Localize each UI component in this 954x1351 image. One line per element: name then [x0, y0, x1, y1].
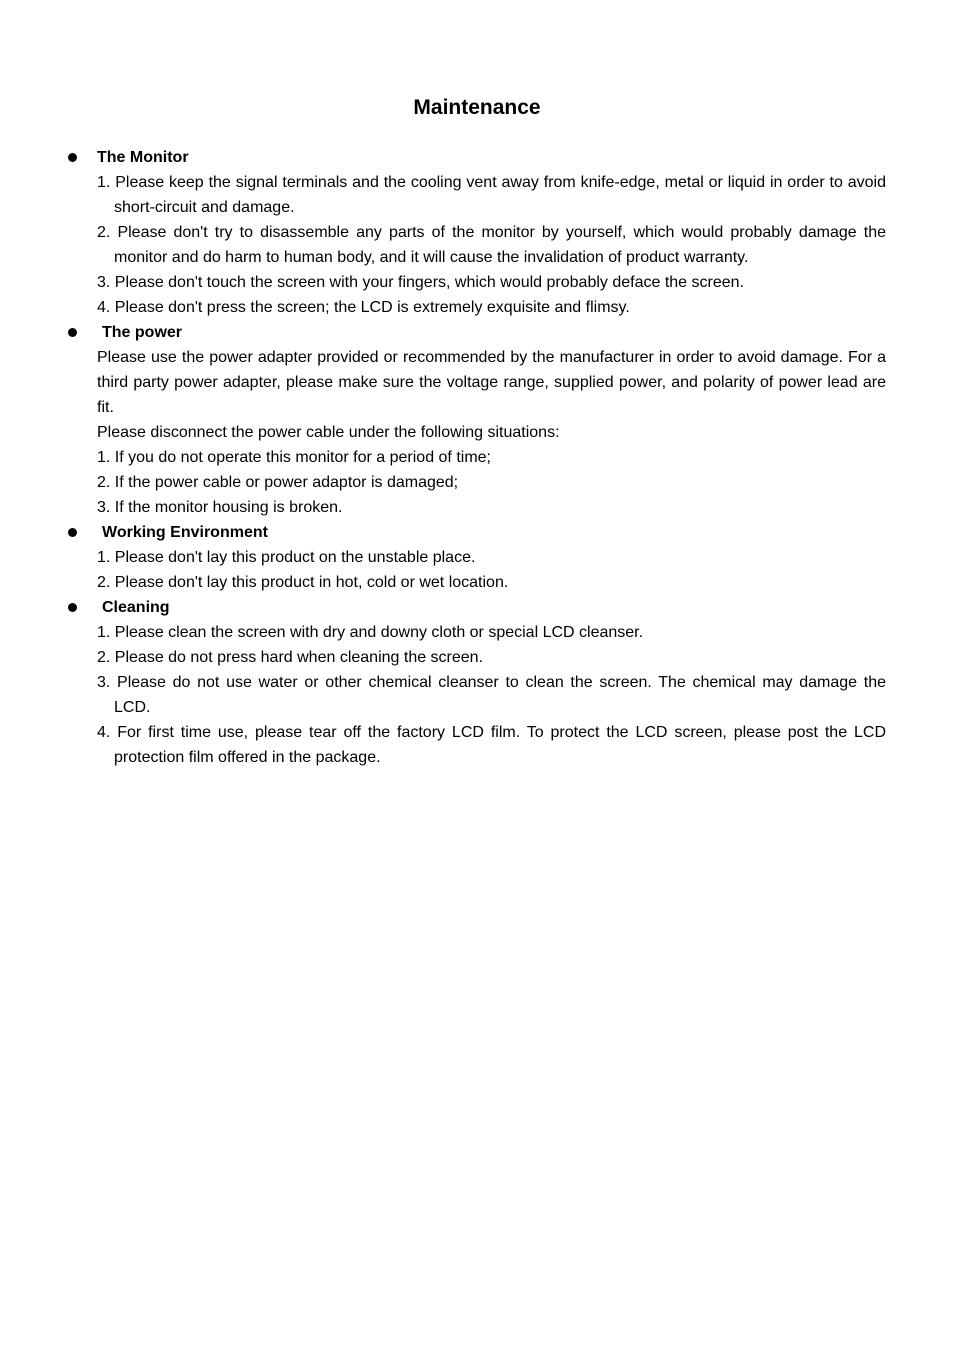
list-item: 3. Please don't touch the screen with your fingers, which would probably deface the screen. — [97, 274, 744, 291]
bullet-icon — [68, 603, 77, 612]
section-the-power — [97, 320, 886, 520]
section-heading-text: Cleaning — [102, 599, 170, 616]
bullet-icon — [68, 153, 77, 162]
list-item: 2. Please don't try to disassemble any parts of the monitor by yourself, which would probably damage the monitor and do harm to human body, and it will cause the invalidation of product warranty. — [97, 224, 886, 266]
page-title: Maintenance — [413, 96, 541, 119]
section-heading — [97, 145, 886, 170]
bullet-icon — [68, 328, 77, 337]
paragraph: Please disconnect the power cable under the following situations: — [97, 424, 560, 441]
section-heading-text: The Monitor — [97, 149, 189, 166]
section-heading-text: The power — [102, 324, 183, 341]
section-heading — [97, 320, 886, 345]
list-item: 2. If the power cable or power adaptor is damaged; — [97, 474, 459, 491]
bullet-icon — [68, 528, 77, 537]
section-cleaning — [97, 595, 886, 770]
list-item: 4. Please don't press the screen; the LCD is extremely exquisite and flimsy. — [97, 299, 630, 316]
paragraph: Please use the power adapter provided or recommended by the manufacturer in order to avoid damage. For a third party power adapter, please make sure the voltage range, supplied power, and polarity of power lead are fit. — [97, 349, 886, 416]
section-heading — [97, 595, 886, 620]
list-item: 1. Please keep the signal terminals and the cooling vent away from knife-edge, metal or liquid in order to avoid short-circuit and damage. — [97, 174, 886, 216]
list-item: 4. For first time use, please tear off the factory LCD film. To protect the LCD screen, please post the LCD protection film offered in the package. — [97, 724, 886, 766]
list-item: 1. Please don't lay this product on the unstable place. — [97, 549, 476, 566]
list-item: 3. If the monitor housing is broken. — [97, 499, 343, 516]
list-item: 3. Please do not use water or other chemical cleanser to clean the screen. The chemical may damage the LCD. — [97, 674, 886, 716]
section-the-monitor — [97, 145, 886, 320]
content — [97, 145, 886, 770]
list-item: 2. Please don't lay this product in hot, cold or wet location. — [97, 574, 509, 591]
list-item: 1. Please clean the screen with dry and downy cloth or special LCD cleanser. — [97, 624, 644, 641]
section-heading-text: Working Environment — [102, 524, 268, 541]
list-item: 2. Please do not press hard when cleaning the screen. — [97, 649, 484, 666]
section-heading — [97, 520, 886, 545]
section-working-environment — [97, 520, 886, 595]
list-item: 1. If you do not operate this monitor for a period of time; — [97, 449, 491, 466]
